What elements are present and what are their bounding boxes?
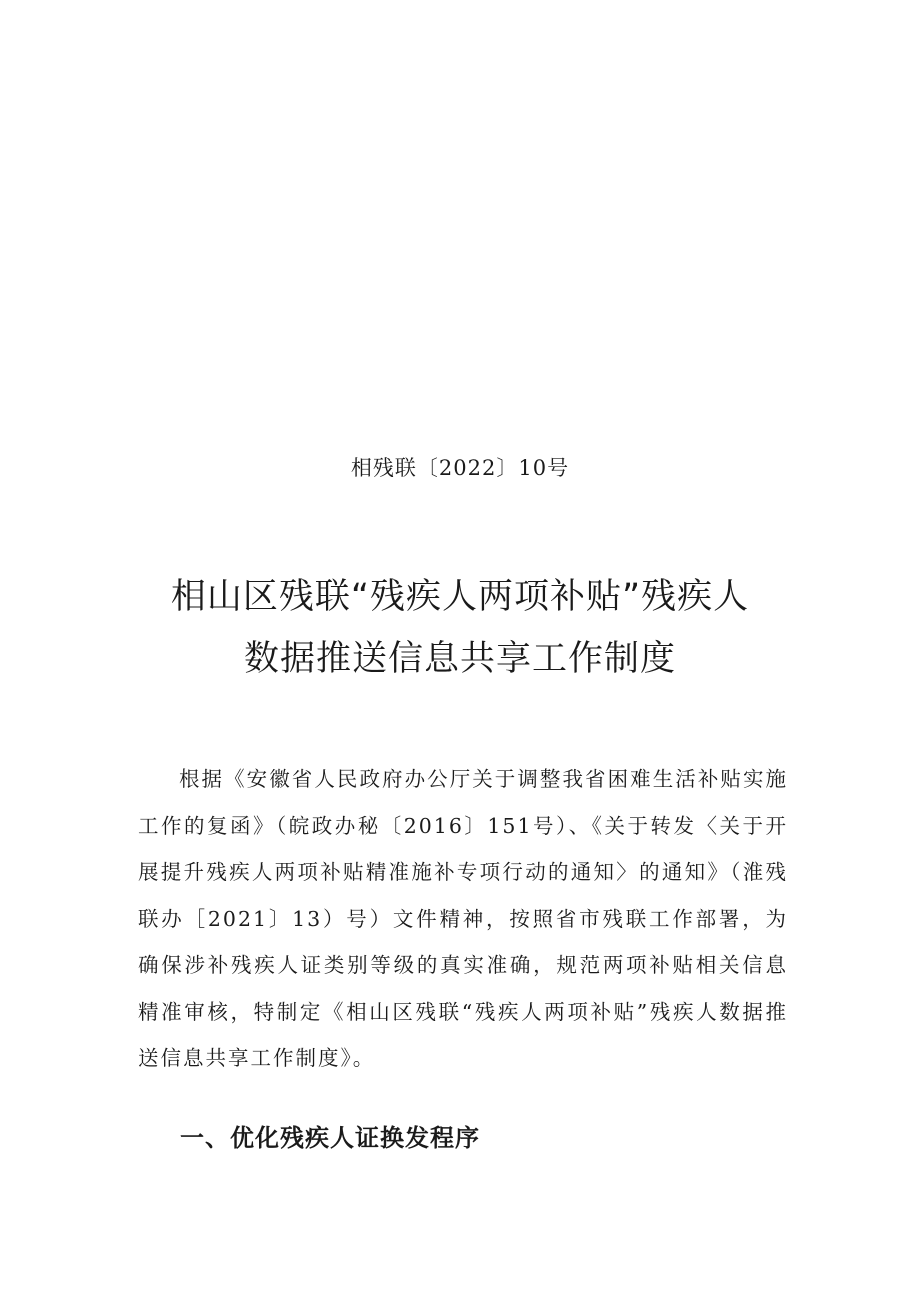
document-title <box>0 566 920 690</box>
section-heading-1: 一、优化残疾人证换发程序 <box>180 1124 480 1152</box>
title-line-2: 数据推送信息共享工作制度 <box>243 639 676 679</box>
title-line-1: 相山区残联“残疾人两项补贴”残疾人 <box>170 577 750 617</box>
intro-paragraph: 根据《安徽省人民政府办公厅关于调整我省困难生活补贴实施工作的复函》（皖政办秘〔2016〕151号）、《关于转发〈关于开展提升残疾人两项补贴精准施补专项行动的通知〉的通知》（淮残联办［2021〕13）号）文件精神，按照省市残联工作部署，为确保涉补残疾人证类别等级的真实准确，规范两项补贴相关信息精准审核，特制定《相山区残联“残疾人两项补贴”残疾人数据推送信息共享工作制度》。 <box>138 767 788 1070</box>
document-number: 相残联〔2022〕10号 <box>350 456 570 480</box>
